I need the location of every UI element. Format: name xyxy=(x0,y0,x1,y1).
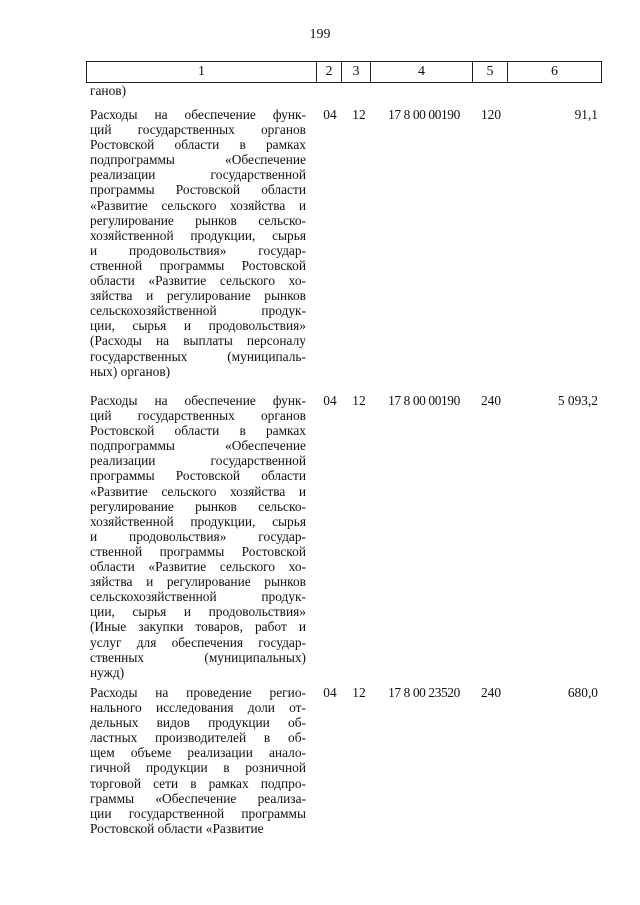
row-amount: 680,0 xyxy=(567,685,598,700)
description-line: услуг для обеспечения государ- xyxy=(90,634,306,650)
continuation-text: ганов) xyxy=(90,83,127,98)
description-line: подпрограммы «Обеспечение xyxy=(90,438,306,454)
description-line: области «Развитие сельского хо- xyxy=(90,273,306,289)
description-line: ственных (муниципальных) xyxy=(90,649,306,665)
row-description xyxy=(90,107,306,379)
description-line: дельных видов продукции об- xyxy=(90,715,306,731)
row-subsection: 12 xyxy=(352,685,366,700)
description-line: Расходы на обеспечение функ- xyxy=(90,107,306,122)
description-line: «Развитие сельского хозяйства и xyxy=(90,483,306,499)
description-line: и продовольствия» государ- xyxy=(90,528,306,544)
page-number: 199 xyxy=(309,27,331,42)
description-line: регулирование рынков сельско- xyxy=(90,212,306,228)
description-line: гичной продукции в розничной xyxy=(90,760,306,776)
description-line: государственных (муниципаль- xyxy=(90,348,306,364)
description-line: «Развитие сельского хозяйства и xyxy=(90,197,306,213)
row-target-code: 17 8 00 23520 xyxy=(388,685,460,700)
row-subsection: 12 xyxy=(352,393,366,408)
row-target-code: 17 8 00 00190 xyxy=(388,393,460,408)
description-line: зяйства и регулирование рынков xyxy=(90,574,306,590)
header-col-3: 3 xyxy=(342,62,371,83)
description-line: ции, сырья и продовольствия» xyxy=(90,318,306,334)
description-line: ции, сырья и продовольствия» xyxy=(90,604,306,620)
description-line: ции государственной программы xyxy=(90,805,306,821)
description-line: нального исследования доли от- xyxy=(90,700,306,716)
description-line: ластных производителей в об- xyxy=(90,730,306,746)
row-target-code: 17 8 00 00190 xyxy=(388,107,460,122)
description-line: ных) органов) xyxy=(90,363,171,379)
description-line: (Иные закупки товаров, работ и xyxy=(90,619,306,635)
description-line: ственной программы Ростовской xyxy=(90,543,306,559)
header-col-1: 1 xyxy=(87,62,317,83)
row-amount: 91,1 xyxy=(574,107,598,122)
description-line: ций государственных органов xyxy=(90,122,306,138)
description-line: Ростовской области в рамках xyxy=(90,423,306,439)
header-col-4: 4 xyxy=(371,62,473,83)
description-line: ций государственных органов xyxy=(90,408,306,424)
header-col-6: 6 xyxy=(508,62,602,83)
description-line: области «Развитие сельского хо- xyxy=(90,559,306,575)
row-description xyxy=(90,393,306,680)
row-expense-type: 240 xyxy=(480,685,502,700)
description-line: ственной программы Ростовской xyxy=(90,257,306,273)
description-line: торговой сети в рамках подпро- xyxy=(90,775,306,791)
description-line: программы Ростовской области xyxy=(90,182,306,198)
header-col-2: 2 xyxy=(317,62,342,83)
description-line: программы Ростовской области xyxy=(90,468,306,484)
description-line: подпрограммы «Обеспечение xyxy=(90,152,306,168)
description-line: хозяйственной продукции, сырья xyxy=(90,227,306,243)
description-line: Расходы на проведение регио- xyxy=(90,685,306,700)
description-line: Ростовской области «Развитие xyxy=(90,820,264,836)
row-amount: 5 093,2 xyxy=(557,393,598,408)
description-line: реализации государственной xyxy=(90,453,306,469)
row-description xyxy=(90,685,306,836)
table-header xyxy=(86,61,602,83)
description-line: реализации государственной xyxy=(90,167,306,183)
description-line: зяйства и регулирование рынков xyxy=(90,288,306,304)
description-line: регулирование рынков сельско- xyxy=(90,498,306,514)
description-line: Ростовской области в рамках xyxy=(90,137,306,153)
description-line: хозяйственной продукции, сырья xyxy=(90,513,306,529)
description-line: нужд) xyxy=(90,664,125,680)
description-line: Расходы на обеспечение функ- xyxy=(90,393,306,408)
row-section: 04 xyxy=(323,107,337,122)
description-line: сельскохозяйственной продук- xyxy=(90,303,306,319)
description-line: граммы «Обеспечение реализа- xyxy=(90,790,306,806)
row-section: 04 xyxy=(323,393,337,408)
row-section: 04 xyxy=(323,685,337,700)
row-subsection: 12 xyxy=(352,107,366,122)
description-line: щем объеме реализации анало- xyxy=(90,745,306,761)
header-col-5: 5 xyxy=(473,62,508,83)
row-expense-type: 240 xyxy=(480,393,502,408)
row-expense-type: 120 xyxy=(480,107,502,122)
description-line: сельскохозяйственной продук- xyxy=(90,589,306,605)
description-line: и продовольствия» государ- xyxy=(90,242,306,258)
description-line: (Расходы на выплаты персоналу xyxy=(90,333,306,349)
